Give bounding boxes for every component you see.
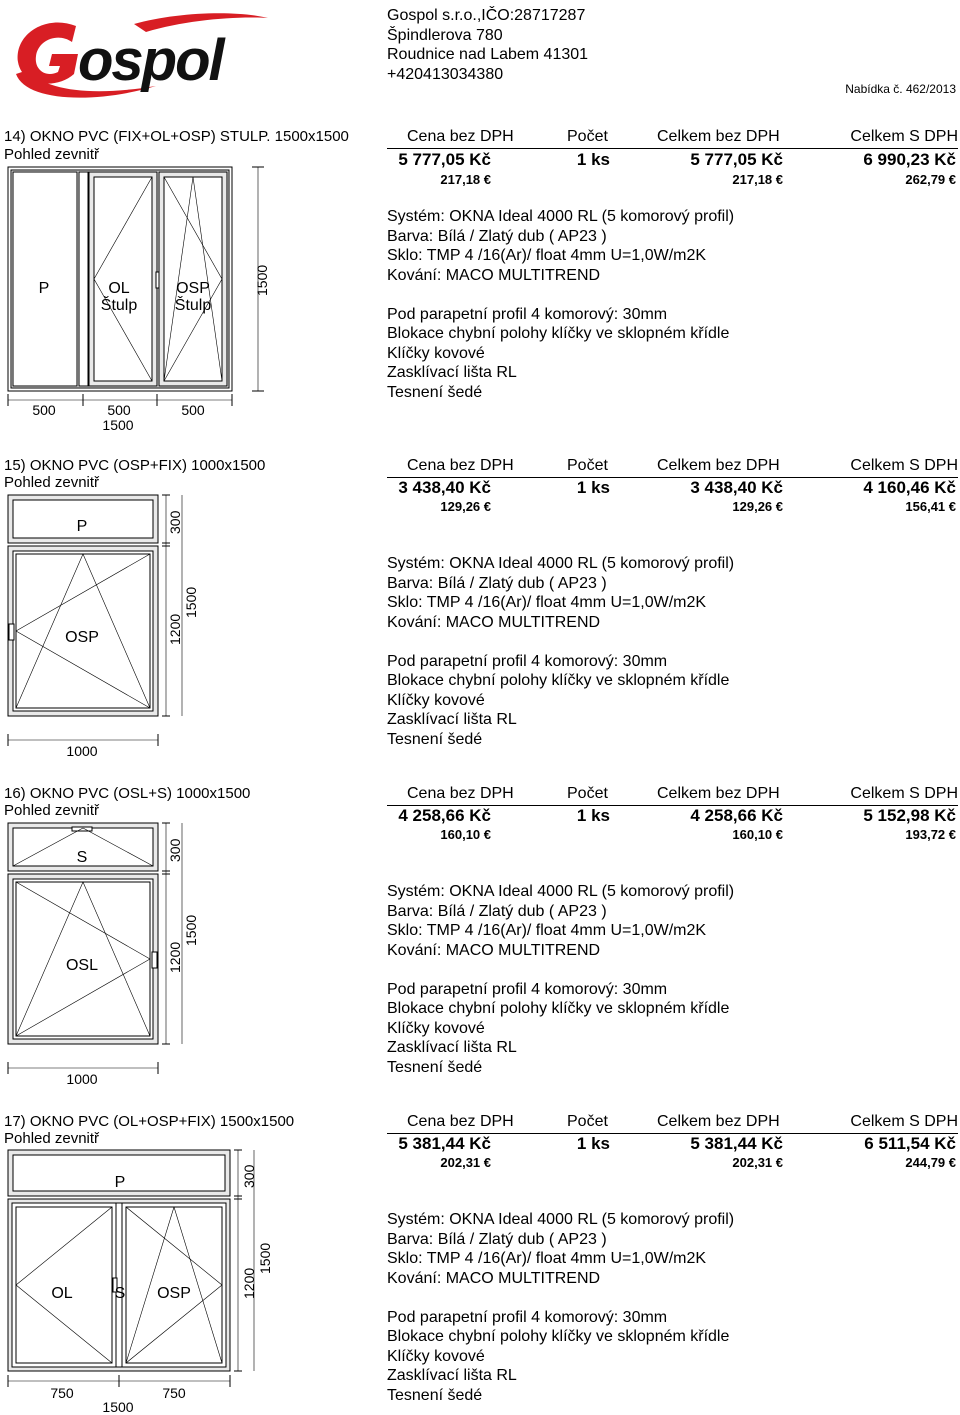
- item-specs: [387, 1210, 734, 1405]
- item-specs: [387, 882, 734, 1077]
- window-drawing: [0, 160, 380, 440]
- dim-transom: 300: [167, 838, 183, 862]
- price-row: [387, 1134, 958, 1154]
- col-total-vat: Celkem S DPH: [850, 1113, 958, 1130]
- item-specs: [387, 207, 734, 402]
- extra-line: Tesnení šedé: [387, 1386, 483, 1404]
- pane-label-s: S: [76, 849, 88, 866]
- total-eur: 160,10 €: [732, 827, 783, 842]
- company-street: Špindlerova 780: [387, 26, 503, 44]
- total-value: 4 258,66 Kč: [690, 806, 783, 825]
- svg-text:ospol: ospol: [78, 28, 223, 93]
- extra-line: Pod parapetní profil 4 komorový: 30mm: [387, 305, 668, 323]
- pane-label-p: P: [76, 518, 88, 535]
- item-view: Pohled zevnitř: [4, 146, 100, 163]
- dim-transom: 300: [241, 1164, 257, 1188]
- dim-transom: 300: [167, 510, 183, 534]
- spec-line: Barva: Bílá / Zlatý dub ( AP23 ): [387, 902, 607, 920]
- extra-line: Tesnení šedé: [387, 1058, 483, 1076]
- dim-total-width: 1500: [102, 417, 134, 433]
- item-view: Pohled zevnitř: [4, 474, 100, 491]
- spec-line: Barva: Bílá / Zlatý dub ( AP23 ): [387, 1230, 607, 1248]
- pane-label-stulp: Štulp: [174, 297, 212, 314]
- price-eur-row: [387, 172, 958, 188]
- window-drawing: [0, 818, 380, 1098]
- total-eur: 202,31 €: [732, 1155, 783, 1170]
- extra-line: Zasklívací lišta RL: [387, 1039, 517, 1056]
- company-name: Gospol s.r.o.,IČO:28717287: [387, 7, 586, 24]
- dim-height: 1500: [257, 1242, 273, 1274]
- pane-label-osp: OSP: [65, 629, 99, 646]
- qty-value: 1 ks: [576, 478, 610, 497]
- total-vat-value: 4 160,46 Kč: [863, 478, 956, 497]
- total-vat-value: 6 511,54 Kč: [864, 1134, 956, 1153]
- col-total: Celkem bez DPH: [657, 457, 780, 474]
- price-row: [387, 150, 958, 170]
- dim-width: 500: [181, 402, 205, 418]
- total-vat-value: 5 152,98 Kč: [863, 806, 956, 825]
- col-price: Cena bez DPH: [407, 457, 514, 474]
- item-view: Pohled zevnitř: [4, 1130, 100, 1147]
- item-title: 16) OKNO PVC (OSL+S) 1000x1500: [4, 785, 251, 802]
- total-vat-eur: 262,79 €: [905, 172, 956, 187]
- extra-line: Blokace chybní polohy klíčky ve sklopném křídle: [387, 325, 730, 342]
- dim-width: 500: [107, 402, 131, 418]
- pane-label-p: P: [38, 280, 50, 297]
- price-table-header: [387, 785, 958, 806]
- window-drawing: [0, 1146, 380, 1415]
- spec-line: Systém: OKNA Ideal 4000 RL (5 komorový profil): [387, 208, 735, 225]
- total-vat-value: 6 990,23 Kč: [863, 150, 956, 169]
- spec-line: Sklo: TMP 4 /16(Ar)/ float 4mm U=1,0W/m2K: [387, 247, 707, 264]
- pane-label-ol: OL: [108, 280, 130, 297]
- extra-line: Klíčky kovové: [387, 1019, 485, 1037]
- price-table-header: [387, 128, 958, 149]
- dim-width: 750: [162, 1385, 186, 1401]
- company-logo: [6, 4, 274, 102]
- price-table-header: [387, 457, 958, 478]
- extra-line: Klíčky kovové: [387, 1347, 485, 1365]
- spec-line: Kování: MACO MULTITREND: [387, 613, 601, 631]
- col-total-vat: Celkem S DPH: [850, 457, 958, 474]
- dim-height: 1500: [254, 264, 270, 296]
- price-row: [387, 478, 958, 498]
- col-price: Cena bez DPH: [407, 785, 514, 802]
- col-total: Celkem bez DPH: [657, 128, 780, 145]
- total-vat-eur: 156,41 €: [905, 499, 956, 514]
- col-qty: Počet: [567, 457, 608, 474]
- extra-line: Zasklívací lišta RL: [387, 364, 517, 381]
- spec-line: Systém: OKNA Ideal 4000 RL (5 komorový profil): [387, 883, 735, 900]
- spec-line: Kování: MACO MULTITREND: [387, 1269, 601, 1287]
- price-value: 5 381,44 Kč: [398, 1134, 491, 1153]
- total-value: 5 381,44 Kč: [690, 1134, 783, 1153]
- dim-width: 1000: [66, 1071, 98, 1087]
- pane-label-osp: OSP: [157, 1285, 191, 1302]
- pane-label-s: S: [114, 1285, 126, 1302]
- dim-total-width: 1500: [102, 1399, 134, 1415]
- price-value: 5 777,05 Kč: [398, 150, 491, 169]
- col-total: Celkem bez DPH: [657, 785, 780, 802]
- price-eur: 129,26 €: [440, 499, 491, 514]
- total-value: 5 777,05 Kč: [690, 150, 783, 169]
- dim-height: 1500: [183, 586, 199, 618]
- total-value: 3 438,40 Kč: [690, 478, 783, 497]
- price-eur: 160,10 €: [440, 827, 491, 842]
- dim-width: 750: [50, 1385, 74, 1401]
- extra-line: Klíčky kovové: [387, 344, 485, 362]
- spec-line: Sklo: TMP 4 /16(Ar)/ float 4mm U=1,0W/m2K: [387, 1250, 707, 1267]
- spec-line: Barva: Bílá / Zlatý dub ( AP23 ): [387, 574, 607, 592]
- spec-line: Kování: MACO MULTITREND: [387, 266, 601, 284]
- dim-sash: 1200: [241, 1267, 257, 1299]
- extra-line: Klíčky kovové: [387, 691, 485, 709]
- price-table-header: [387, 1113, 958, 1134]
- price-value: 4 258,66 Kč: [398, 806, 491, 825]
- extra-line: Pod parapetní profil 4 komorový: 30mm: [387, 980, 668, 998]
- total-eur: 129,26 €: [732, 499, 783, 514]
- dim-sash: 1200: [167, 613, 183, 645]
- dim-width: 1000: [66, 743, 98, 759]
- item-title: 17) OKNO PVC (OL+OSP+FIX) 1500x1500: [4, 1113, 295, 1130]
- item-specs: [387, 554, 734, 749]
- pane-label-stulp: Štulp: [100, 297, 138, 314]
- window-drawing: [0, 490, 380, 770]
- item-title: 14) OKNO PVC (FIX+OL+OSP) STULP. 1500x1500: [4, 128, 349, 145]
- price-eur: 217,18 €: [440, 172, 491, 187]
- col-total-vat: Celkem S DPH: [850, 128, 958, 145]
- qty-value: 1 ks: [576, 150, 610, 169]
- price-row: [387, 806, 958, 826]
- pane-label-osl: OSL: [65, 957, 99, 974]
- extra-line: Pod parapetní profil 4 komorový: 30mm: [387, 652, 668, 670]
- extra-line: Zasklívací lišta RL: [387, 1367, 517, 1384]
- extra-line: Pod parapetní profil 4 komorový: 30mm: [387, 1308, 668, 1326]
- col-qty: Počet: [567, 1113, 608, 1130]
- price-eur: 202,31 €: [440, 1155, 491, 1170]
- col-qty: Počet: [567, 128, 608, 145]
- qty-value: 1 ks: [576, 1134, 610, 1153]
- dim-height: 1500: [183, 914, 199, 946]
- pane-label-osp: OSP: [176, 280, 210, 297]
- spec-line: Sklo: TMP 4 /16(Ar)/ float 4mm U=1,0W/m2K: [387, 594, 707, 611]
- offer-number: Nabídka č. 462/2013: [845, 82, 956, 96]
- col-price: Cena bez DPH: [407, 1113, 514, 1130]
- extra-line: Blokace chybní polohy klíčky ve sklopném křídle: [387, 1328, 730, 1345]
- spec-line: Kování: MACO MULTITREND: [387, 941, 601, 959]
- col-total: Celkem bez DPH: [657, 1113, 780, 1130]
- extra-line: Tesnení šedé: [387, 383, 483, 401]
- total-eur: 217,18 €: [732, 172, 783, 187]
- total-vat-eur: 244,79 €: [905, 1155, 956, 1170]
- col-total-vat: Celkem S DPH: [850, 785, 958, 802]
- total-vat-eur: 193,72 €: [905, 827, 956, 842]
- extra-line: Tesnení šedé: [387, 730, 483, 748]
- spec-line: Systém: OKNA Ideal 4000 RL (5 komorový profil): [387, 555, 735, 572]
- pane-label-p: P: [114, 1174, 126, 1191]
- spec-line: Sklo: TMP 4 /16(Ar)/ float 4mm U=1,0W/m2K: [387, 922, 707, 939]
- price-eur-row: [387, 499, 958, 515]
- company-phone: +420413034380: [387, 65, 504, 83]
- price-eur-row: [387, 827, 958, 843]
- dim-width: 500: [32, 402, 56, 418]
- col-qty: Počet: [567, 785, 608, 802]
- item-title: 15) OKNO PVC (OSP+FIX) 1000x1500: [4, 457, 266, 474]
- dim-sash: 1200: [167, 941, 183, 973]
- col-price: Cena bez DPH: [407, 128, 514, 145]
- qty-value: 1 ks: [576, 806, 610, 825]
- extra-line: Zasklívací lišta RL: [387, 711, 517, 728]
- spec-line: Barva: Bílá / Zlatý dub ( AP23 ): [387, 227, 607, 245]
- pane-label-ol: OL: [51, 1285, 73, 1302]
- extra-line: Blokace chybní polohy klíčky ve sklopném křídle: [387, 1000, 730, 1017]
- price-eur-row: [387, 1155, 958, 1171]
- item-view: Pohled zevnitř: [4, 802, 100, 819]
- extra-line: Blokace chybní polohy klíčky ve sklopném křídle: [387, 672, 730, 689]
- price-value: 3 438,40 Kč: [398, 478, 491, 497]
- company-city: Roudnice nad Labem 41301: [387, 46, 589, 63]
- spec-line: Systém: OKNA Ideal 4000 RL (5 komorový profil): [387, 1211, 735, 1228]
- company-info: [387, 6, 588, 84]
